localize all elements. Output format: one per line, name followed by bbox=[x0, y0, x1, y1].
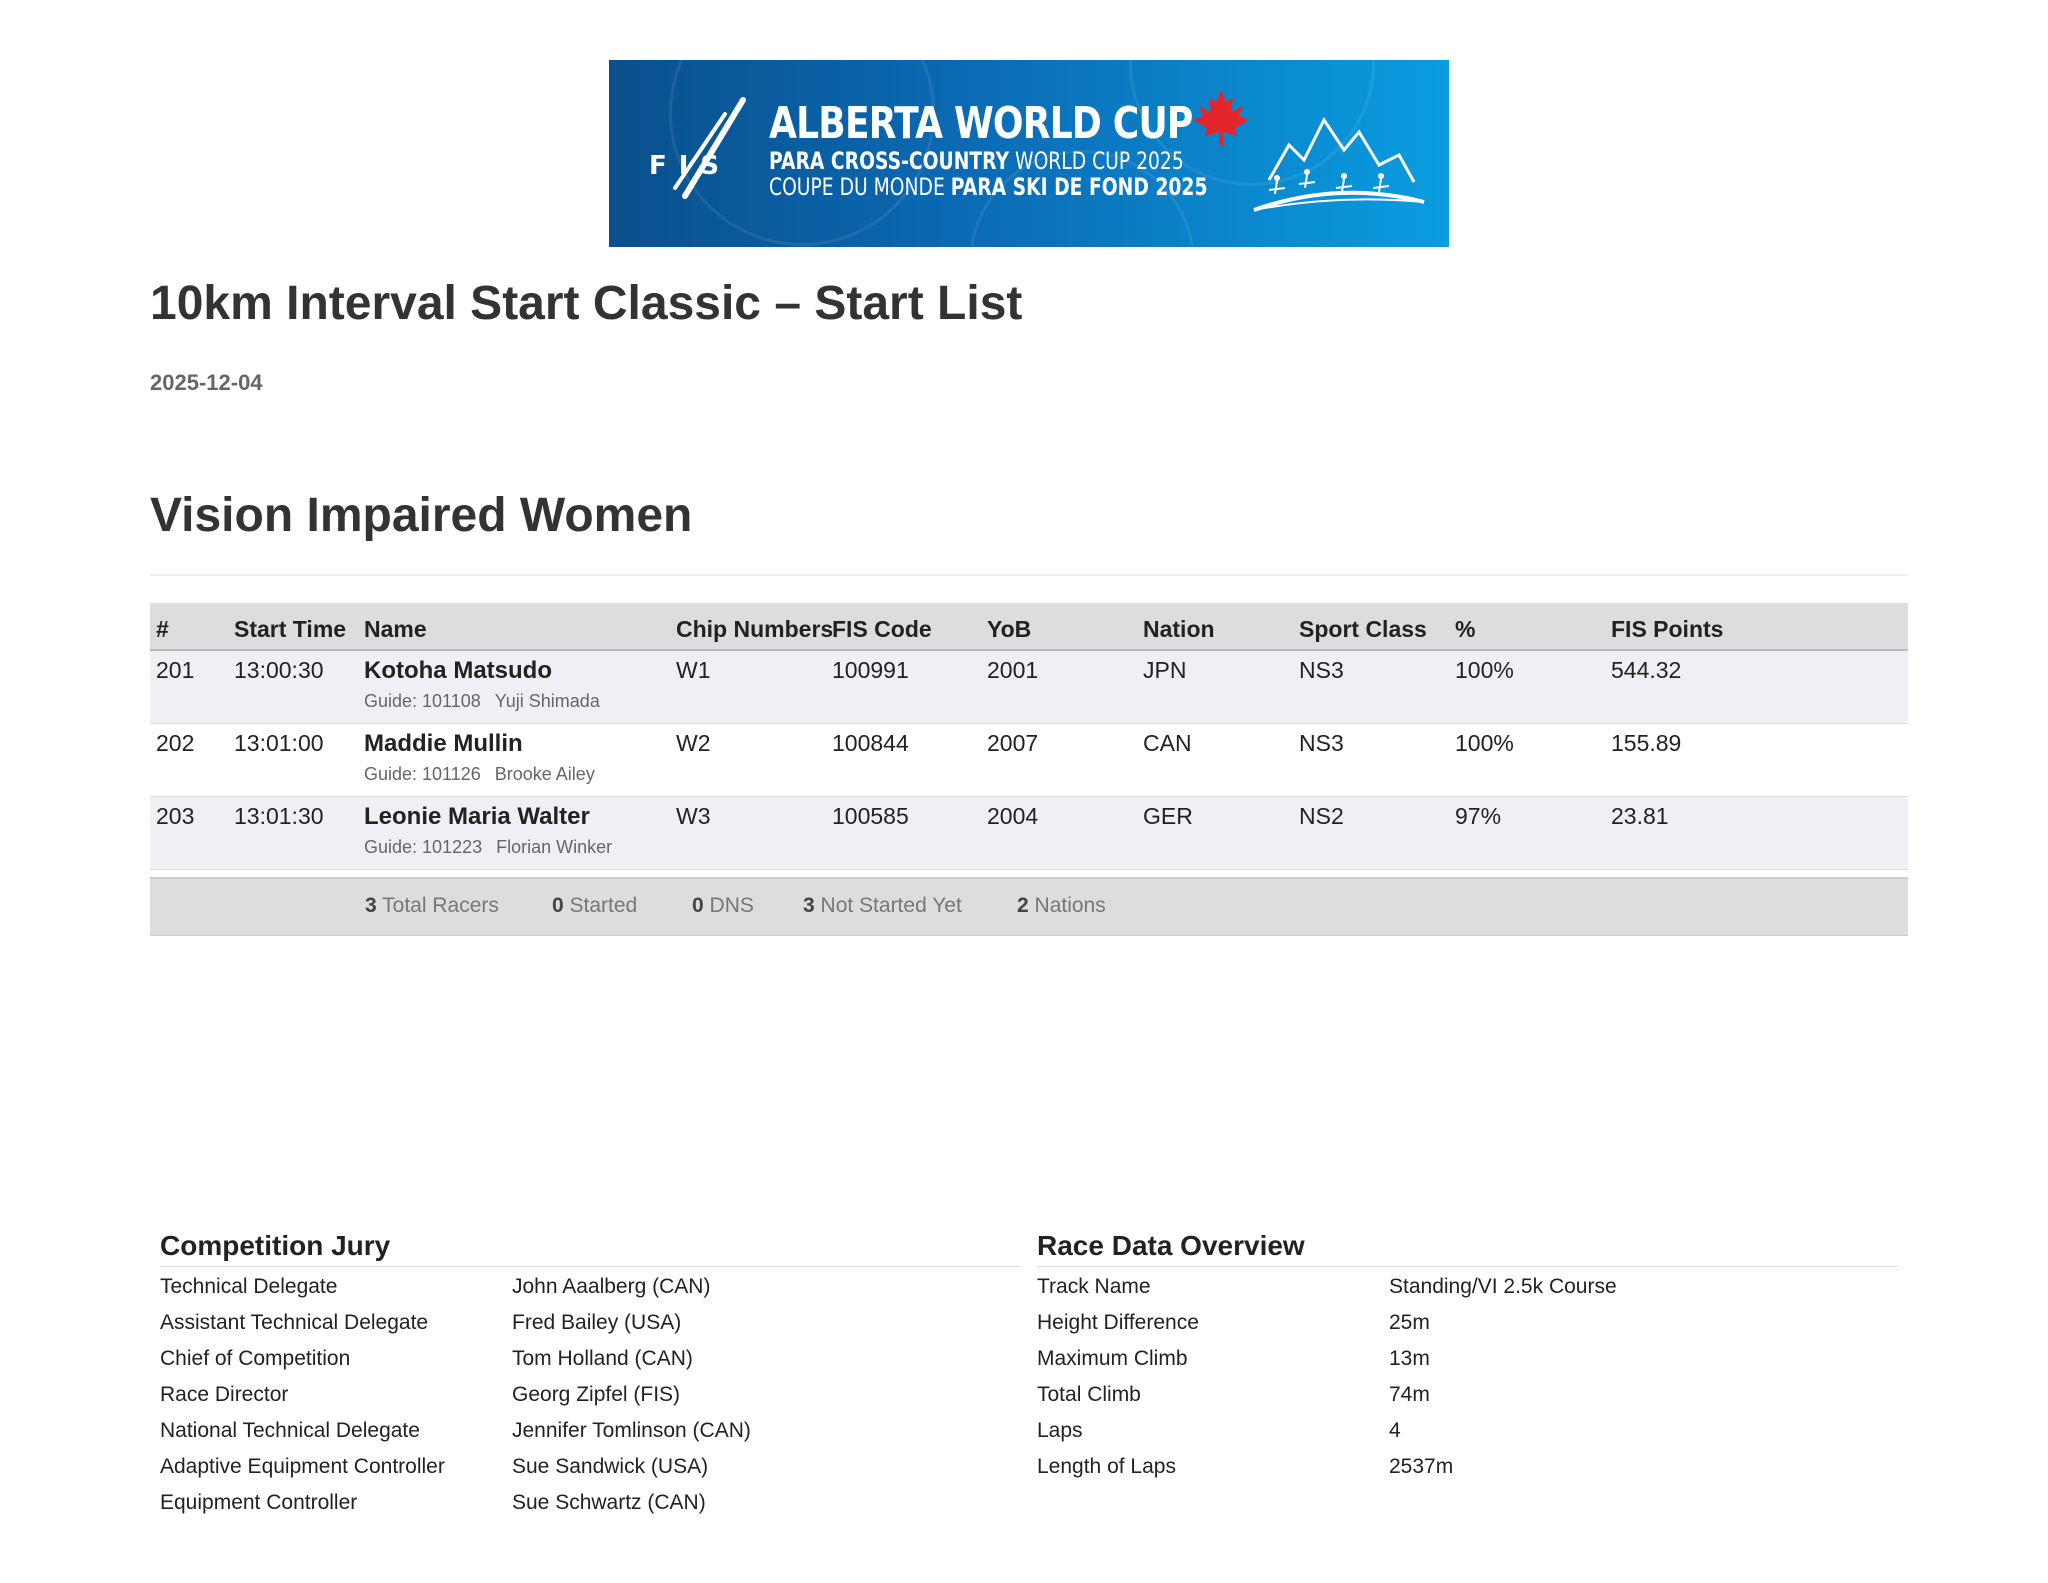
cell-percent: 100% bbox=[1449, 650, 1605, 724]
summary-nations-label: Nations bbox=[1034, 894, 1106, 917]
cell-yob: 2007 bbox=[981, 724, 1137, 797]
race-data-section bbox=[1037, 1226, 1898, 1485]
jury-row bbox=[160, 1377, 751, 1413]
banner-subtitle-fr-bold: PARA SKI DE FOND 2025 bbox=[950, 173, 1208, 201]
summary-not-started-label: Not Started Yet bbox=[820, 894, 962, 917]
summary-dns-count: 0 bbox=[692, 894, 704, 917]
guide-code: Guide: 101126 bbox=[364, 764, 481, 784]
cell-yob: 2001 bbox=[981, 650, 1137, 724]
race-data-row bbox=[1037, 1269, 1617, 1305]
jury-person: Fred Bailey (USA) bbox=[512, 1311, 682, 1334]
cell-fis-points: 544.32 bbox=[1605, 650, 1908, 724]
jury-row bbox=[160, 1305, 751, 1341]
banner-subtitle-en-rest: WORLD CUP 2025 bbox=[1009, 147, 1184, 175]
cell-chip: W1 bbox=[670, 650, 826, 724]
race-data-key: Track Name bbox=[1037, 1275, 1151, 1298]
event-date: 2025-12-04 bbox=[150, 370, 263, 395]
banner-subtitle-fr-rest: COUPE DU MONDE bbox=[769, 173, 951, 201]
cell-sport-class: NS3 bbox=[1293, 650, 1449, 724]
event-banner bbox=[609, 60, 1449, 247]
cell-start-time: 13:01:00 bbox=[228, 724, 358, 797]
cell-bib: 202 bbox=[150, 724, 228, 797]
race-data-title: Race Data Overview bbox=[1037, 1226, 1898, 1267]
jury-role: Adaptive Equipment Controller bbox=[160, 1455, 445, 1478]
jury-person: Sue Schwartz (CAN) bbox=[512, 1491, 706, 1514]
summary-total-racers-label: Total Racers bbox=[382, 894, 499, 917]
table-header-row bbox=[150, 603, 1908, 650]
race-data-value: 4 bbox=[1389, 1419, 1401, 1442]
jury-row bbox=[160, 1413, 751, 1449]
jury-person: Georg Zipfel (FIS) bbox=[512, 1383, 681, 1406]
guide-info bbox=[364, 764, 670, 785]
banner-subtitle-en bbox=[769, 148, 1207, 174]
summary-dns bbox=[692, 894, 754, 918]
cell-sport-class: NS2 bbox=[1293, 797, 1449, 870]
summary-not-started-count: 3 bbox=[803, 894, 815, 917]
race-data-row bbox=[1037, 1305, 1617, 1341]
table-row[interactable] bbox=[150, 797, 1908, 870]
race-data-key: Length of Laps bbox=[1037, 1455, 1176, 1478]
cell-start-time: 13:00:30 bbox=[228, 650, 358, 724]
race-data-value: 74m bbox=[1389, 1383, 1430, 1406]
banner-subtitle-fr bbox=[769, 174, 1207, 200]
competition-jury-table bbox=[160, 1269, 751, 1521]
jury-row bbox=[160, 1449, 751, 1485]
cell-name bbox=[358, 724, 670, 797]
column-header-bib[interactable]: # bbox=[150, 603, 228, 650]
jury-row bbox=[160, 1485, 751, 1521]
summary-total-racers bbox=[365, 894, 499, 918]
category-title: Vision Impaired Women bbox=[150, 489, 693, 542]
cell-fis-code: 100991 bbox=[826, 650, 981, 724]
summary-started-count: 0 bbox=[552, 894, 564, 917]
cell-name bbox=[358, 650, 670, 724]
summary-started-label: Started bbox=[569, 894, 638, 917]
cell-fis-points: 23.81 bbox=[1605, 797, 1908, 870]
jury-person: Jennifer Tomlinson (CAN) bbox=[512, 1419, 751, 1442]
cell-yob: 2004 bbox=[981, 797, 1137, 870]
maple-leaf-icon bbox=[1189, 86, 1253, 150]
race-data-row bbox=[1037, 1413, 1617, 1449]
column-header-fis-code[interactable]: FIS Code bbox=[826, 603, 981, 650]
jury-role: Equipment Controller bbox=[160, 1491, 358, 1514]
banner-subtitle-en-bold: PARA CROSS-COUNTRY bbox=[769, 147, 1010, 175]
jury-person: Tom Holland (CAN) bbox=[512, 1347, 693, 1370]
table-row[interactable] bbox=[150, 650, 1908, 724]
event-title: 10km Interval Start Classic – Start List bbox=[150, 277, 1023, 330]
race-data-value: 13m bbox=[1389, 1347, 1430, 1370]
cell-bib: 201 bbox=[150, 650, 228, 724]
summary-not-started bbox=[803, 894, 962, 918]
cell-nation: JPN bbox=[1137, 650, 1293, 724]
cell-nation: CAN bbox=[1137, 724, 1293, 797]
column-header-yob[interactable]: YoB bbox=[981, 603, 1137, 650]
racer-name[interactable]: Maddie Mullin bbox=[364, 730, 523, 757]
cell-fis-points: 155.89 bbox=[1605, 724, 1908, 797]
summary-nations bbox=[1017, 894, 1106, 918]
guide-code: Guide: 101223 bbox=[364, 837, 483, 857]
column-header-nation[interactable]: Nation bbox=[1137, 603, 1293, 650]
race-data-value: 2537m bbox=[1389, 1455, 1454, 1478]
cell-fis-code: 100844 bbox=[826, 724, 981, 797]
jury-role: National Technical Delegate bbox=[160, 1419, 420, 1442]
column-header-start-time[interactable]: Start Time bbox=[228, 603, 358, 650]
cell-start-time: 13:01:30 bbox=[228, 797, 358, 870]
summary-total-racers-count: 3 bbox=[365, 894, 377, 917]
jury-row bbox=[160, 1269, 751, 1305]
cell-percent: 97% bbox=[1449, 797, 1605, 870]
summary-started bbox=[552, 894, 637, 918]
guide-name: Florian Winker bbox=[496, 837, 613, 857]
jury-role: Race Director bbox=[160, 1383, 289, 1406]
summary-dns-label: DNS bbox=[709, 894, 754, 917]
race-data-value: 25m bbox=[1389, 1311, 1430, 1334]
column-header-percent[interactable]: % bbox=[1449, 603, 1605, 650]
race-data-table bbox=[1037, 1269, 1617, 1485]
guide-info bbox=[364, 691, 670, 712]
fis-logo-text: FIS bbox=[649, 151, 732, 181]
guide-name: Yuji Shimada bbox=[494, 691, 600, 711]
cell-bib: 203 bbox=[150, 797, 228, 870]
table-row[interactable] bbox=[150, 724, 1908, 797]
cell-name bbox=[358, 797, 670, 870]
summary-nations-count: 2 bbox=[1017, 894, 1029, 917]
race-data-value: Standing/VI 2.5k Course bbox=[1389, 1275, 1617, 1298]
column-header-fis-points[interactable]: FIS Points bbox=[1605, 603, 1908, 650]
jury-role: Assistant Technical Delegate bbox=[160, 1311, 429, 1334]
cell-nation: GER bbox=[1137, 797, 1293, 870]
category-divider bbox=[150, 574, 1908, 576]
cell-sport-class: NS3 bbox=[1293, 724, 1449, 797]
start-list-summary bbox=[150, 877, 1908, 936]
cell-fis-code: 100585 bbox=[826, 797, 981, 870]
jury-person: Sue Sandwick (USA) bbox=[512, 1455, 709, 1478]
column-header-sport-class[interactable]: Sport Class bbox=[1293, 603, 1449, 650]
racer-name[interactable]: Leonie Maria Walter bbox=[364, 803, 590, 830]
mountain-skiers-icon bbox=[1249, 110, 1429, 220]
race-data-key: Height Difference bbox=[1037, 1311, 1199, 1334]
jury-person: John Aaalberg (CAN) bbox=[512, 1275, 711, 1298]
race-data-row bbox=[1037, 1449, 1617, 1485]
race-data-key: Maximum Climb bbox=[1037, 1347, 1188, 1370]
guide-name: Brooke Ailey bbox=[494, 764, 595, 784]
competition-jury-section bbox=[160, 1226, 1021, 1521]
race-data-key: Total Climb bbox=[1037, 1383, 1141, 1406]
guide-info bbox=[364, 837, 670, 858]
race-data-key: Laps bbox=[1037, 1419, 1083, 1442]
race-data-row bbox=[1037, 1341, 1617, 1377]
column-header-chip-numbers[interactable]: Chip Numbers bbox=[670, 603, 826, 650]
guide-code: Guide: 101108 bbox=[364, 691, 481, 711]
cell-percent: 100% bbox=[1449, 724, 1605, 797]
jury-role: Technical Delegate bbox=[160, 1275, 338, 1298]
cell-chip: W3 bbox=[670, 797, 826, 870]
banner-title: ALBERTA WORLD CUP bbox=[769, 98, 1193, 149]
column-header-name[interactable]: Name bbox=[358, 603, 670, 650]
jury-row bbox=[160, 1341, 751, 1377]
race-data-row bbox=[1037, 1377, 1617, 1413]
fis-logo-icon bbox=[645, 96, 755, 206]
start-list-table bbox=[150, 603, 1908, 870]
competition-jury-title: Competition Jury bbox=[160, 1226, 1021, 1267]
cell-chip: W2 bbox=[670, 724, 826, 797]
racer-name[interactable]: Kotoha Matsudo bbox=[364, 657, 552, 684]
jury-role: Chief of Competition bbox=[160, 1347, 351, 1370]
